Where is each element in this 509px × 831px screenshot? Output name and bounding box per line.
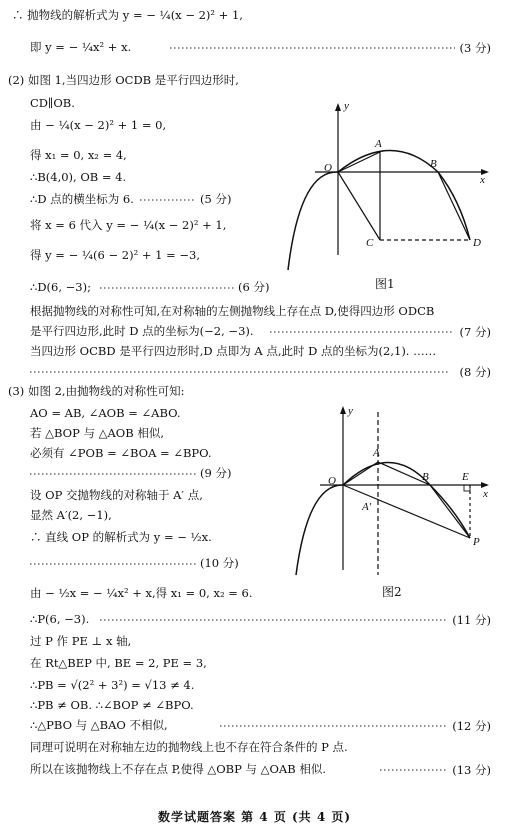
score-mark: (11 分) xyxy=(452,613,491,627)
score-mark: (8 分) xyxy=(459,365,491,379)
figure-1-caption: 图1 xyxy=(375,277,395,291)
parabola xyxy=(296,463,470,576)
text-line: 同理可说明在对称轴左边的抛物线上也不存在符合条件的 P 点. xyxy=(30,740,348,754)
text-line: ∴PB = √(2² + 3²) = √13 ≠ 4. xyxy=(30,678,195,692)
text-line: 过 P 作 PE ⊥ x 轴, xyxy=(30,634,132,648)
text-line: 由 − ½x = − ¼x² + x,得 x₁ = 0, x₂ = 6. xyxy=(30,586,253,600)
score-mark: (10 分) xyxy=(200,556,239,570)
score-mark: (13 分) xyxy=(452,763,491,777)
text-line: ∴ 抛物线的解析式为 y = − ¼(x − 2)² + 1, xyxy=(12,8,243,22)
label-x: x xyxy=(480,174,485,186)
text-line: ∴ 直线 OP 的解析式为 y = − ½x. xyxy=(30,530,212,544)
label-A-prime: A′ xyxy=(362,501,372,513)
text-line: 得 x₁ = 0, x₂ = 4, xyxy=(30,148,127,162)
figure-1 xyxy=(280,95,495,290)
score-mark: (6 分) xyxy=(238,280,270,294)
text-line: 若 △BOP 与 △AOB 相似, xyxy=(30,426,164,440)
text-line: ∴P(6, −3). xyxy=(30,612,90,626)
parabola xyxy=(288,151,470,271)
text-line: CD∥OB. xyxy=(30,96,75,110)
label-B: B xyxy=(422,471,429,483)
label-E: E xyxy=(462,471,469,483)
text-line: 必须有 ∠POB = ∠BOA = ∠BPO. xyxy=(30,446,212,460)
text-line: 即 y = − ¼x² + x. xyxy=(30,40,132,54)
text-line: ∴D 点的横坐标为 6. xyxy=(30,192,134,206)
label-O: O xyxy=(328,475,336,487)
text-line: AO = AB, ∠AOB = ∠ABO. xyxy=(30,406,181,420)
label-y: y xyxy=(344,100,349,112)
text-line: 所以在该抛物线上不存在点 P,使得 △OBP 与 △OAB 相似. xyxy=(30,762,326,776)
label-D: D xyxy=(473,237,481,249)
label-P: P xyxy=(473,536,480,548)
figure-2 xyxy=(290,400,495,585)
label-C: C xyxy=(366,237,374,249)
text-line: 设 OP 交抛物线的对称轴于 A′ 点, xyxy=(30,488,203,502)
text-line: ∴D(6, −3); xyxy=(30,280,91,294)
score-mark: (12 分) xyxy=(452,719,491,733)
text-line: 在 Rt△BEP 中, BE = 2, PE = 3, xyxy=(30,656,207,670)
text-line: ∴B(4,0), OB = 4. xyxy=(30,170,127,184)
text-line: (2) 如图 1,当四边形 OCDB 是平行四边形时, xyxy=(8,73,239,87)
page-footer: 数学试题答案 第 4 页 (共 4 页) xyxy=(157,810,352,824)
label-y: y xyxy=(348,405,353,417)
score-mark: (7 分) xyxy=(459,325,491,339)
text-line: 当四边形 OCBD 是平行四边形时,D 点即为 A 点,此时 D 点的坐标为(2,1). …… xyxy=(30,344,437,358)
label-O: O xyxy=(324,162,332,174)
text-line: ∴PB ≠ OB. ∴∠BOP ≠ ∠BPO. xyxy=(30,698,194,712)
text-line: 得 y = − ¼(6 − 2)² + 1 = −3, xyxy=(30,248,201,262)
figure-2-caption: 图2 xyxy=(382,585,402,599)
label-A: A xyxy=(373,447,380,459)
text-line: 是平行四边形,此时 D 点的坐标为(−2, −3). xyxy=(30,324,254,338)
score-mark: (9 分) xyxy=(200,466,232,480)
text-line: 由 − ¼(x − 2)² + 1 = 0, xyxy=(30,118,167,132)
label-A: A xyxy=(375,138,382,150)
text-line: (3) 如图 2,由抛物线的对称性可知: xyxy=(8,384,185,398)
text-line: ∴△PBO 与 △BAO 不相似, xyxy=(30,718,168,732)
label-x: x xyxy=(483,488,488,500)
label-B: B xyxy=(430,158,437,170)
text-line: 将 x = 6 代入 y = − ¼(x − 2)² + 1, xyxy=(30,218,227,232)
score-mark: (3 分) xyxy=(459,41,491,55)
score-mark: (5 分) xyxy=(200,192,232,206)
text-line: 根据抛物线的对称性可知,在对称轴的左侧抛物线上存在点 D,使得四边形 ODCB xyxy=(30,304,435,318)
text-line: 显然 A′(2, −1), xyxy=(30,508,112,522)
